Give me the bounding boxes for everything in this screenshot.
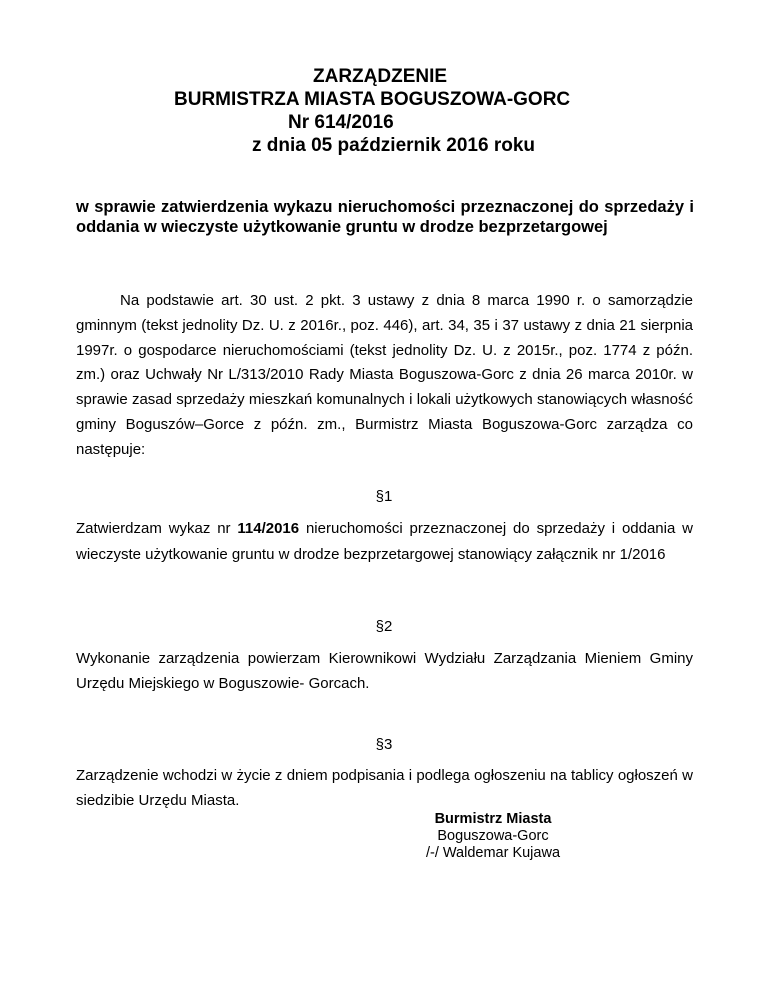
legal-basis-paragraph: Na podstawie art. 30 ust. 2 pkt. 3 ustawy z dnia 8 marca 1990 r. o samorządzie gminnym (tekst jednolity Dz. U. z 2016r., poz. 446), art. 34, 35 i 37 ustawy z dnia 21 sierpnia 1997r. o gospodarce nieruchomościami (tekst jednolity Dz. U. z 2015r., poz. 1774 z późn. zm.) oraz Uchwały Nr L/313/2010 Rady Miasta Boguszowa-Gorc z dnia 26 marca 2010r. w sprawie zasad sprzedaży mieszkań komunalnych i lokali użytkowych stanowiących własność gminy Boguszów–Gorce z późn. zm., Burmistrz Miasta Boguszowa-Gorc zarządza co następuje:	[76, 292, 693, 458]
section-1-text	[76, 516, 693, 568]
document-subject: w sprawie zatwierdzenia wykazu nieruchomości przeznaczonej do sprzedaży i oddania w wieczyste użytkowanie gruntu w drodze bezprzetargowej	[76, 198, 694, 236]
document-title: ZARZĄDZENIE	[313, 66, 448, 87]
section-3-text: Zarządzenie wchodzi w życie z dniem podpisania i podlega ogłoszeniu na tablicy ogłoszeń w siedzibie Urzędu Miasta.	[76, 767, 693, 809]
signature-place: Boguszowa-Gorc	[437, 828, 549, 844]
signature-name: /-/ Waldemar Kujawa	[425, 845, 561, 861]
signature-role: Burmistrz Miasta	[434, 811, 552, 827]
section-1-text-end: nieruchomości przeznaczonej do sprzedaży i oddania w wieczyste użytkowanie gruntu w drodze bezprzetargowej stanowiący załącznik nr 1/2016	[76, 520, 693, 563]
section-2-text: Wykonanie zarządzenia powierzam Kierownikowi Wydziału Zarządzania Mieniem Gminy Urzędu Miejskiego w Boguszowie- Gorcach.	[76, 650, 693, 692]
document-number: Nr 614/2016	[288, 112, 394, 133]
document-date: z dnia 05 październik 2016 roku	[252, 135, 535, 156]
issuer-line: BURMISTRZA MIASTA BOGUSZOWA-GORC	[174, 89, 571, 110]
section-1-text-start: Zatwierdzam wykaz nr	[76, 520, 238, 537]
section-1-heading: §1	[375, 488, 393, 505]
section-3-heading: §3	[375, 736, 393, 753]
list-number: 114/2016	[237, 520, 300, 537]
section-2-heading: §2	[375, 618, 393, 635]
